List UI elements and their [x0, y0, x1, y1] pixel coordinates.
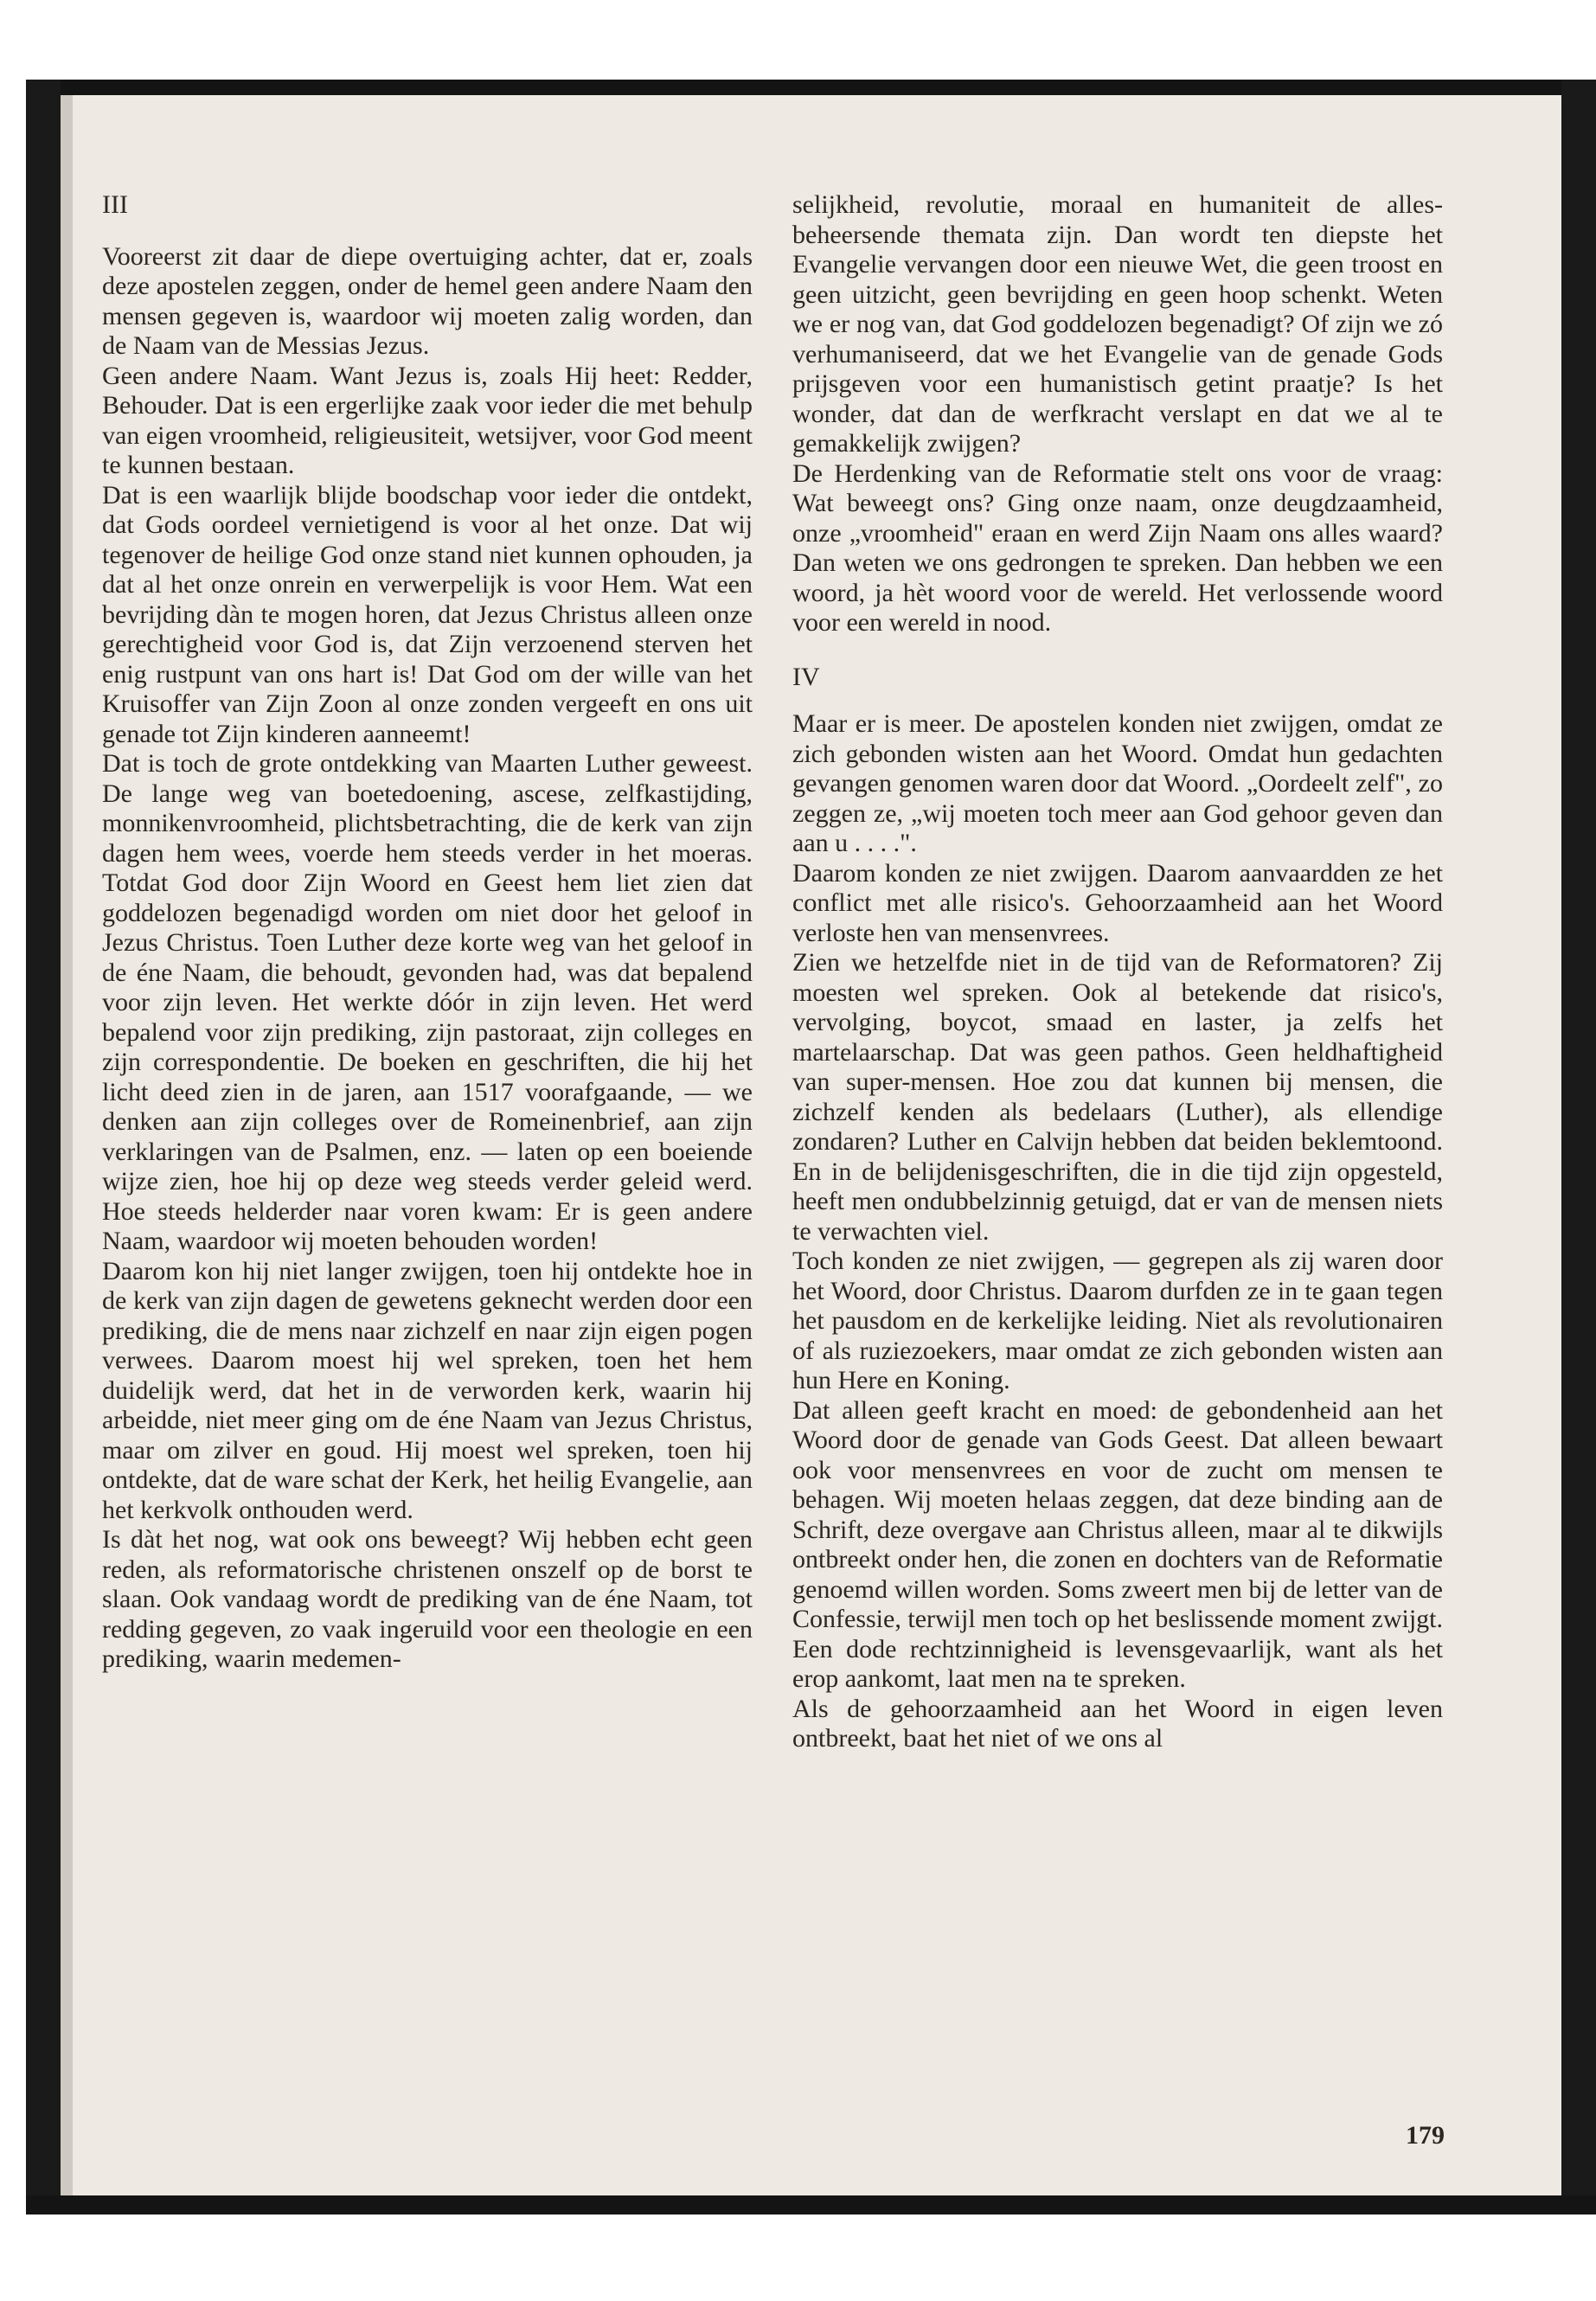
paragraph: Dat is een waarlijk blijde boodschap voor ieder die ontdekt, dat Gods oordeel vernietigend is voor al het onze. Dat wij tegenover de heilige God onze stand niet kunnen ophouden, ja dat al het onze onrein en verwerpelijk is voor Hem. Wat een bevrijding dàn te mogen horen, dat Jezus Christus alleen onze gerechtigheid voor God is, dat Zijn verzoenend sterven het enig rustpunt van ons hart is! Dat God om der wille van het Kruisoffer van Zijn Zoon al onze zonden vergeeft en ons uit genade tot Zijn kinderen aanneemt!	[102, 480, 753, 748]
binding-bottom-edge	[26, 2195, 1596, 2214]
paragraph: Daarom kon hij niet langer zwijgen, toen hij ontdekte hoe in de kerk van zijn dagen de gewetens geknecht werden door een prediking, die de mens naar zichzelf en naar zijn eigen pogen verwees. Daarom moest hij wel spreken, toen het hem duidelijk werd, dat het in de verworden kerk, waarin hij arbeidde, niet meer ging om de éne Naam van Jezus Christus, maar om zilver en goud. Hij moest wel spreken, toen hij ontdekte, dat de ware schat der Kerk, het heilig Evangelie, aan het kerkvolk onthouden werd.	[102, 1256, 753, 1524]
paragraph: Zien we hetzelfde niet in de tijd van de Reformatoren? Zij moesten wel spreken. Ook al betekende dat risico's, vervolging, boycot, smaad en laster, ja zelfs het martelaarschap. Dat was geen pathos. Geen heldhaftigheid van super-mensen. Hoe zou dat kunnen bij mensen, die zichzelf kenden als bedelaars (Luther), als ellendige zondaren? Luther en Calvijn hebben dat beiden beklemtoond. En in de belijdenisgeschriften, die in die tijd zijn opgesteld, heeft men ondubbelzinnig getuigd, dat er van de mensen niets te verwachten viel.	[792, 948, 1443, 1246]
paragraph: selijkheid, revolutie, moraal en humaniteit de alles-beheersende themata zijn. Dan wordt ten diepste het Evangelie vervangen door een nieuwe Wet, die geen troost en geen uitzicht, geen bevrijding en geen hoop schenkt. Weten we er nog van, dat God goddelozen begenadigt? Of zijn we zó verhumaniseerd, dat we het Evangelie van de genade Gods prijsgeven voor een humanistisch getint praatje? Is het wonder, dat dan de werfkracht verslapt en dat we al te gemakkelijk zwijgen?	[792, 190, 1443, 458]
paragraph: Als de gehoorzaamheid aan het Woord in eigen leven ontbreekt, baat het niet of we ons al	[792, 1694, 1443, 1753]
paragraph: De Herdenking van de Reformatie stelt ons voor de vraag: Wat beweegt ons? Ging onze naam, onze deugdzaamheid, onze „vroomheid" eraan en werd Zijn Naam ons alles waard? Dan weten we ons gedrongen te spreken. Dan hebben we een woord, ja hèt woord voor de wereld. Het verlossende woord voor een wereld in nood.	[792, 458, 1443, 637]
paragraph: Vooreerst zit daar de diepe overtuiging achter, dat er, zoals deze apostelen zeggen, onder de hemel geen andere Naam den mensen gegeven is, waardoor wij moeten zalig worden, dan de Naam van de Messias Jezus.	[102, 241, 753, 360]
binding-top-edge	[26, 80, 1596, 95]
binding-left-edge	[26, 80, 61, 2214]
paragraph: Toch konden ze niet zwijgen, — gegrepen als zij waren door het Woord, door Christus. Daarom durfden ze in te gaan tegen het pausdom en de kerkelijke leiding. Niet als revolutionairen of als ruziezoekers, maar omdat ze zich gebonden wisten aan hun Here en Koning.	[792, 1247, 1443, 1394]
paragraph: Daarom konden ze niet zwijgen. Daarom aanvaardden ze het conflict met alle risico's. Gehoorzaamheid aan het Woord verloste hen van mensenvrees.	[792, 858, 1443, 947]
section-heading-iii: III	[102, 190, 128, 219]
paragraph: Maar er is meer. De apostelen konden niet zwijgen, omdat ze zich gebonden wisten aan het Woord. Omdat hun gedachten gevangen genomen waren door dat Woord. „Oordeelt zelf", zo zeggen ze, „wij moeten toch meer aan God gehoor geven dan aan u . . . .".	[792, 709, 1443, 857]
paragraph: Dat is toch de grote ontdekking van Maarten Luther geweest. De lange weg van boetedoening, ascese, zelfkastijding, monnikenvroomheid, plichtsbetrachting, die de kerk van zijn dagen hem wees, voerde hem steeds verder in het moeras. Totdat God door Zijn Woord en Geest hem liet zien dat goddelozen begenadigd worden om niet door het geloof in Jezus Christus. Toen Luther deze korte weg van het geloof in de éne Naam, die behoudt, gevonden had, was dat bepalend voor zijn leven. Het werkte dóór in zijn leven. Het werd bepalend voor zijn prediking, zijn pastoraat, zijn colleges en zijn correspondentie. De boeken en geschriften, die hij het licht deed zien in de jaren, aan 1517 voorafgaande, — we denken aan zijn colleges over de Romeinenbrief, aan zijn verklaringen van de Psalmen, enz. — laten op een boeiende wijze zien, hoe hij op deze weg steeds verder geleid werd. Hoe steeds helderder naar voren kwam: Er is geen andere Naam, waardoor wij moeten behouden worden!	[102, 749, 753, 1255]
right-column	[792, 190, 1443, 1754]
paragraph: Is dàt het nog, wat ook ons beweegt? Wij hebben echt geen reden, als reformatorische christenen onszelf op de borst te slaan. Ook vandaag wordt de prediking van de éne Naam, tot redding gegeven, zo vaak ingeruild voor een theologie en een prediking, waarin medemen-	[102, 1525, 753, 1673]
left-column	[102, 190, 753, 1675]
paragraph: Geen andere Naam. Want Jezus is, zoals Hij heet: Redder, Behouder. Dat is een ergerlijke zaak voor ieder die met behulp van eigen vroomheid, religieusiteit, wetsijver, voor God meent te kunnen bestaan.	[102, 361, 753, 479]
paragraph: Dat alleen geeft kracht en moed: de gebondenheid aan het Woord door de genade van Gods Geest. Dat alleen bewaart ook voor mensenvrees en voor de zucht om mensen te behagen. Wij moeten helaas zeggen, dat deze binding aan de Schrift, deze overgave aan Christus alleen, maar al te dikwijls ontbreekt onder hen, die zonen en dochters van de Reformatie genoemd willen worden. Soms zweert men bij de letter van de Confessie, terwijl men toch op het beslissende moment zwijgt. Een dode rechtzinnigheid is levensgevaarlijk, want als het erop aankomt, laat men na te spreken.	[792, 1395, 1443, 1693]
page-number: 179	[1406, 2121, 1445, 2150]
page-gutter-shadow	[61, 95, 73, 2195]
section-heading-iv: IV	[792, 662, 820, 691]
binding-right-edge	[1561, 80, 1596, 2214]
